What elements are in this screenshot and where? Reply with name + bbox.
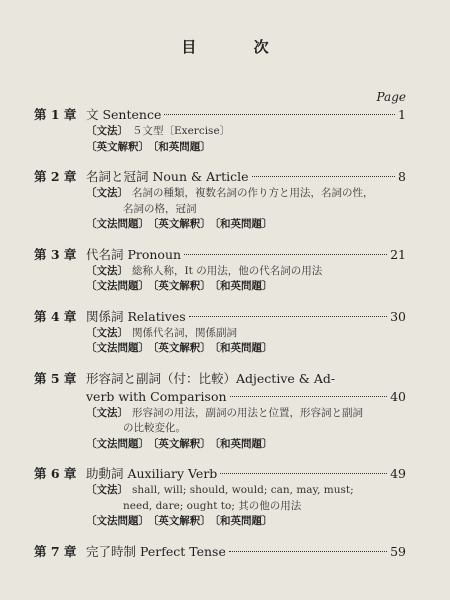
dot-leader	[230, 396, 388, 397]
chapter-entry[interactable]	[34, 308, 406, 357]
chapter-page-number: 49	[390, 466, 406, 481]
chapter-list	[34, 106, 406, 574]
problem-label: 〔和英問題〕	[214, 280, 273, 292]
problem-label: 〔英文解釈〕	[153, 342, 211, 354]
grammar-description: 関係代名詞，関係副詞	[132, 326, 237, 339]
problem-sections	[34, 217, 406, 233]
page-column-label: Page	[376, 90, 406, 104]
chapter-number: 第 1 章	[34, 107, 77, 122]
grammar-tag: 〔文法〕	[86, 264, 128, 277]
problem-label: 〔英文解釈〕	[153, 437, 211, 450]
page-title: 目 次	[181, 38, 295, 56]
chapter-page-number: 8	[398, 169, 406, 184]
problem-label: 〔和英問題〕	[153, 140, 211, 153]
chapter-title: 助動詞 Auxiliary Verb	[86, 466, 218, 481]
dot-leader	[189, 316, 387, 317]
dot-leader	[184, 254, 387, 255]
grammar-topics-continued	[34, 499, 406, 515]
problem-label: 〔和英問題〕	[214, 218, 273, 230]
chapter-entry[interactable]	[34, 246, 406, 295]
grammar-topics	[34, 326, 406, 342]
problem-label: 〔文法問題〕	[86, 437, 149, 450]
chapter-entry[interactable]	[34, 106, 406, 155]
problem-sections	[34, 279, 406, 295]
grammar-description: ５文型〔Exercise〕	[132, 125, 231, 137]
chapter-number: 第 5 章	[34, 370, 77, 386]
problem-label: 〔和英問題〕	[214, 342, 273, 354]
chapter-page-number: 21	[390, 246, 406, 262]
problem-label: 〔文法問題〕	[86, 515, 149, 527]
grammar-description: 名詞の種類，複数名詞の作り方と用法，名詞の性，	[132, 187, 374, 199]
chapter-title: 文 Sentence	[86, 107, 162, 122]
chapter-title: 関係詞 Relatives	[86, 308, 186, 324]
chapter-page-number: 1	[398, 107, 406, 122]
grammar-topics-continued	[34, 421, 406, 437]
problem-label: 〔英文解釈〕	[86, 140, 149, 153]
dot-leader	[252, 176, 396, 177]
problem-sections	[34, 514, 406, 530]
chapter-entry[interactable]	[34, 168, 406, 233]
grammar-topics	[34, 483, 406, 499]
grammar-topics	[34, 124, 406, 140]
problem-sections	[34, 437, 406, 453]
grammar-tag: 〔文法〕	[86, 406, 128, 419]
problem-label: 〔英文解釈〕	[153, 515, 211, 527]
grammar-topics	[34, 186, 406, 202]
chapter-number: 第 3 章	[34, 246, 77, 262]
problem-label: 〔和英問題〕	[214, 437, 273, 450]
dot-leader	[220, 473, 387, 474]
chapter-number: 第 6 章	[34, 466, 77, 481]
grammar-description: shall, will; should, would; can, may, must;	[132, 484, 354, 496]
dot-leader	[229, 551, 387, 552]
chapter-title: 形容詞と副詞（付：比較）Adjective & Ad-	[86, 370, 336, 386]
grammar-description: 形容詞の用法，副詞の用法と位置，形容詞と副詞	[132, 406, 363, 419]
problem-label: 〔英文解釈〕	[153, 218, 211, 230]
chapter-title: 代名詞 Pronoun	[86, 246, 182, 262]
grammar-description: 総称人称，It の用法，他の代名詞の用法	[132, 264, 323, 277]
grammar-description: 名詞の格，冠詞	[123, 202, 197, 215]
chapter-page-number: 30	[390, 308, 406, 324]
problem-sections	[34, 140, 406, 156]
chapter-number: 第 7 章	[34, 543, 77, 559]
grammar-description: の比較変化。	[123, 422, 186, 434]
chapter-number: 第 2 章	[34, 169, 77, 184]
problem-label: 〔文法問題〕	[86, 342, 149, 354]
grammar-tag: 〔文法〕	[86, 484, 128, 496]
problem-label: 〔和英問題〕	[214, 515, 273, 527]
chapter-entry[interactable]	[34, 370, 406, 453]
grammar-tag: 〔文法〕	[86, 187, 128, 199]
chapter-entry[interactable]	[34, 465, 406, 530]
grammar-topics-continued	[34, 202, 406, 218]
problem-sections	[34, 341, 406, 357]
dot-leader	[164, 114, 395, 115]
problem-label: 〔英文解釈〕	[153, 280, 211, 292]
chapter-page-number: 40	[390, 388, 406, 404]
chapter-number: 第 4 章	[34, 308, 77, 324]
grammar-topics	[34, 264, 406, 280]
chapter-title: 完了時制 Perfect Tense	[86, 543, 226, 559]
problem-label: 〔文法問題〕	[86, 280, 149, 292]
grammar-description: need, dare; ought to; 其の他の用法	[123, 499, 302, 512]
grammar-tag: 〔文法〕	[86, 125, 128, 137]
grammar-tag: 〔文法〕	[86, 326, 128, 339]
chapter-page-number: 59	[390, 543, 406, 559]
grammar-topics	[34, 406, 406, 422]
problem-label: 〔文法問題〕	[86, 218, 149, 230]
chapter-entry[interactable]	[34, 543, 406, 561]
chapter-title: 名詞と冠詞 Noun & Article	[86, 169, 249, 184]
chapter-title-continued: verb with Comparison	[86, 388, 227, 404]
